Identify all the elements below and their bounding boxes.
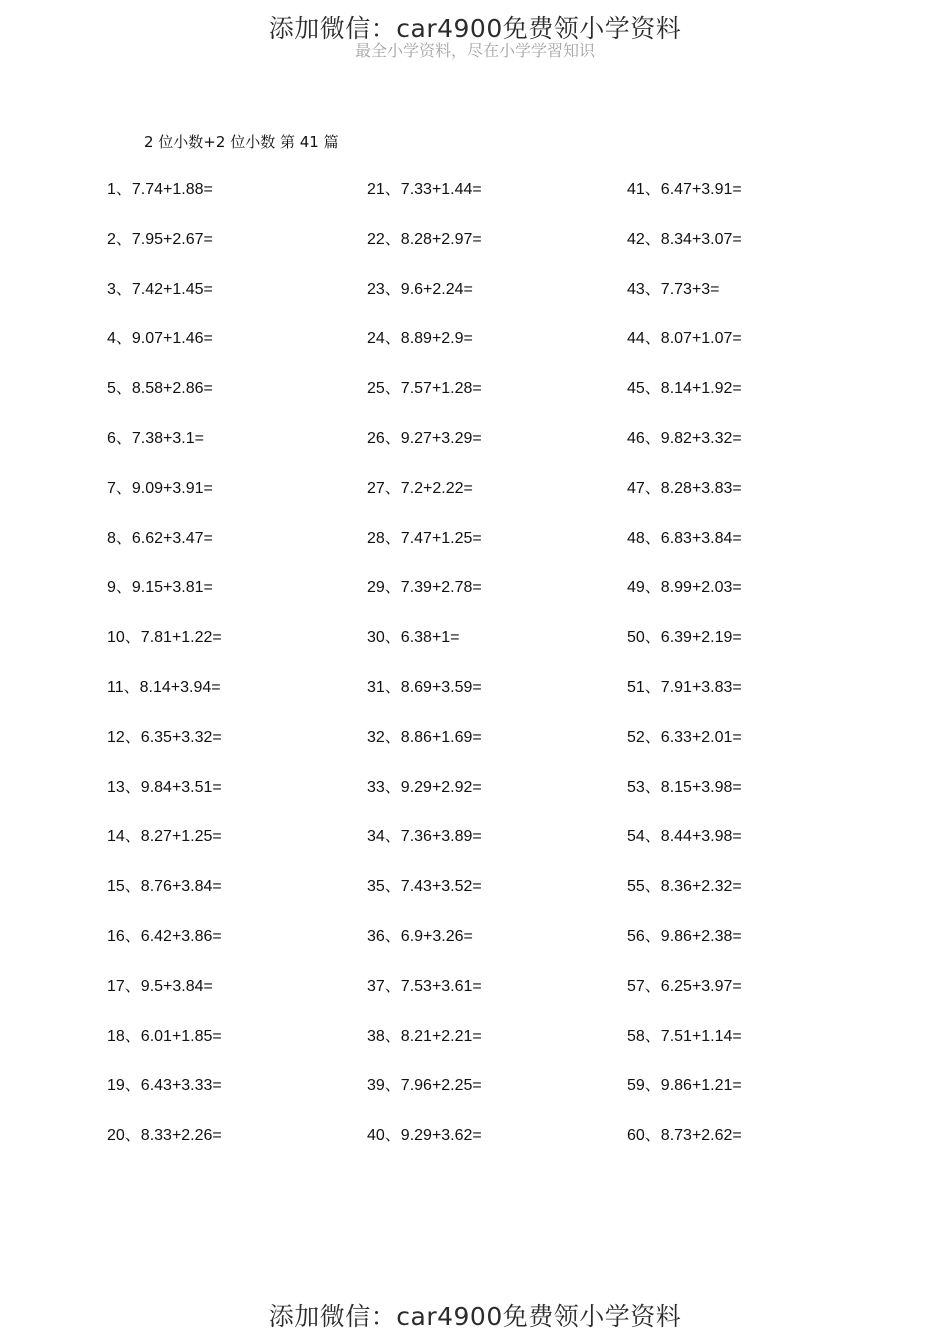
- problem-item: 49、8.99+2.03=: [627, 579, 742, 597]
- problem-item: 34、7.36+3.89=: [367, 828, 482, 846]
- problem-item: 51、7.91+3.83=: [627, 678, 742, 696]
- problem-item: 1、7.74+1.88=: [107, 181, 213, 198]
- problem-item: 37、7.53+3.61=: [367, 977, 482, 995]
- problem-item: 29、7.39+2.78=: [367, 579, 482, 597]
- problem-item: 15、8.76+3.84=: [107, 878, 222, 896]
- problem-item: 5、8.58+2.86=: [107, 380, 213, 398]
- problem-item: 48、6.83+3.84=: [627, 529, 742, 547]
- problem-item: 50、6.39+2.19=: [627, 629, 742, 647]
- problem-item: 53、8.15+3.98=: [627, 778, 742, 796]
- problem-item: 9、9.15+3.81=: [107, 579, 213, 597]
- problem-item: 33、9.29+2.92=: [367, 778, 482, 796]
- problem-item: 28、7.47+1.25=: [367, 529, 482, 547]
- problem-item: 44、8.07+1.07=: [627, 330, 742, 348]
- problem-item: 27、7.2+2.22=: [367, 479, 473, 497]
- problem-item: 23、9.6+2.24=: [367, 280, 473, 298]
- problem-item: 38、8.21+2.21=: [367, 1027, 482, 1045]
- problem-item: 25、7.57+1.28=: [367, 380, 482, 398]
- problem-item: 32、8.86+1.69=: [367, 728, 482, 746]
- problem-item: 6、7.38+3.1=: [107, 429, 204, 447]
- problem-item: 14、8.27+1.25=: [107, 828, 222, 846]
- problem-item: 40、9.29+3.62=: [367, 1127, 482, 1145]
- problem-item: 35、7.43+3.52=: [367, 878, 482, 896]
- problem-item: 3、7.42+1.45=: [107, 280, 213, 298]
- problem-item: 2、7.95+2.67=: [107, 230, 213, 248]
- problem-item: 22、8.28+2.97=: [367, 230, 482, 248]
- page-header-obscured: 最全小学资料，尽在小学学習知识: [354, 41, 595, 60]
- problem-item: 45、8.14+1.92=: [627, 380, 742, 398]
- problem-grid: [0, 172, 950, 1172]
- problem-item: 41、6.47+3.91=: [627, 181, 742, 198]
- problem-column-3: [627, 172, 887, 1168]
- problem-item: 13、9.84+3.51=: [107, 778, 222, 796]
- problem-column-2: [367, 172, 627, 1168]
- problem-item: 60、8.73+2.62=: [627, 1127, 742, 1145]
- problem-item: 24、8.89+2.9=: [367, 330, 473, 348]
- problem-item: 55、8.36+2.32=: [627, 878, 742, 896]
- problem-item: 58、7.51+1.14=: [627, 1027, 742, 1045]
- watermark-bottom: 添加微信：car4900免费领小学资料: [268, 1302, 682, 1331]
- problem-item: 8、6.62+3.47=: [107, 529, 213, 547]
- problem-item: 46、9.82+3.32=: [627, 429, 742, 447]
- problem-item: 20、8.33+2.26=: [107, 1127, 222, 1145]
- problem-item: 39、7.96+2.25=: [367, 1077, 482, 1095]
- problem-item: 56、9.86+2.38=: [627, 927, 742, 945]
- watermark-top: 添加微信：car4900免费领小学资料: [268, 14, 682, 43]
- problem-column-1: [107, 172, 367, 1168]
- problem-item: 42、8.34+3.07=: [627, 230, 742, 248]
- problem-item: 52、6.33+2.01=: [627, 728, 742, 746]
- problem-item: 18、6.01+1.85=: [107, 1027, 222, 1045]
- problem-item: 30、6.38+1=: [367, 629, 460, 647]
- problem-item: 54、8.44+3.98=: [627, 828, 742, 846]
- problem-item: 10、7.81+1.22=: [107, 629, 222, 647]
- problem-item: 57、6.25+3.97=: [627, 977, 742, 995]
- problem-item: 36、6.9+3.26=: [367, 927, 473, 945]
- worksheet-title: 2 位小数+2 位小数 第 41 篇: [144, 133, 339, 151]
- problem-item: 12、6.35+3.32=: [107, 728, 222, 746]
- problem-item: 31、8.69+3.59=: [367, 678, 482, 696]
- problem-item: 19、6.43+3.33=: [107, 1077, 222, 1095]
- problem-item: 47、8.28+3.83=: [627, 479, 742, 497]
- problem-item: 43、7.73+3=: [627, 280, 720, 298]
- problem-item: 4、9.07+1.46=: [107, 330, 213, 348]
- problem-item: 59、9.86+1.21=: [627, 1077, 742, 1095]
- problem-item: 17、9.5+3.84=: [107, 977, 213, 995]
- problem-item: 16、6.42+3.86=: [107, 927, 222, 945]
- problem-item: 21、7.33+1.44=: [367, 181, 482, 198]
- problem-item: 26、9.27+3.29=: [367, 429, 482, 447]
- problem-item: 11、8.14+3.94=: [107, 678, 221, 696]
- problem-item: 7、9.09+3.91=: [107, 479, 213, 497]
